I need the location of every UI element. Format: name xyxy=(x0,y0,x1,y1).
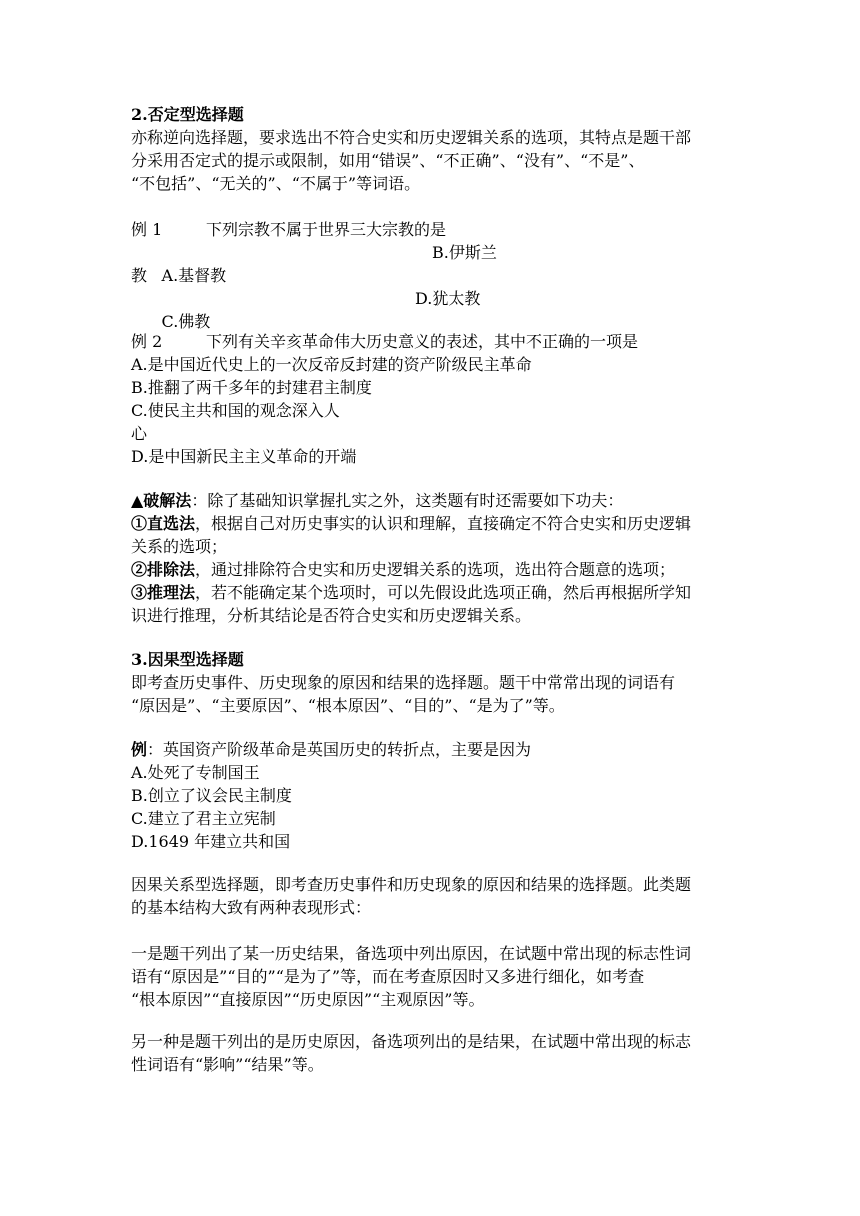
example-1-question xyxy=(131,218,731,241)
section-2-title: 2.否定型选择题 xyxy=(131,105,244,124)
section-3-desc-line: 即考查历史事件、历史现象的原因和结果的选择题。题干中常常出现的词语有 xyxy=(131,673,676,692)
section-3-title: 3.因果型选择题 xyxy=(131,650,244,669)
paragraph-form-one xyxy=(131,942,731,1011)
solving-tips xyxy=(131,489,731,627)
section-negative-type xyxy=(131,103,731,195)
example-1-option-b: B.伊斯兰 xyxy=(432,243,497,262)
example-1-option-c: C.佛教 xyxy=(161,312,211,331)
section-2-desc-line: “不包括”、“无关的”、“不属于”等词语。 xyxy=(131,174,421,193)
example-2-option-c-wrap: 心 xyxy=(131,424,148,443)
paragraph-line: 语有“原因是”“目的”“是为了”等，而在考查原因时又多进行细化，如考查 xyxy=(131,967,645,986)
method-2-name: ②排除法 xyxy=(131,560,196,579)
paragraph-line: 的基本结构大致有两种表现形式： xyxy=(131,898,372,917)
example-2-option-c: C.使民主共和国的观念深入人 xyxy=(131,401,340,420)
paragraph-line: “根本原因”“直接原因”“历史原因”“主观原因”等。 xyxy=(131,990,485,1009)
example-1-label: 例 1 xyxy=(131,220,163,239)
example-3-question xyxy=(131,738,731,761)
tips-intro-text: ：除了基础知识掌握扎实之外，这类题有时还需要如下功夫： xyxy=(191,491,624,510)
paragraph-line: 另一种是题干列出的是历史原因，备选项列出的是结果，在试题中常出现的标志 xyxy=(131,1032,692,1051)
option-row xyxy=(131,287,731,331)
example-3-label: 例 xyxy=(131,740,148,759)
example-2-label: 例 2 xyxy=(131,332,163,351)
section-3-desc-line: “原因是”、“主要原因”、“根本原因”、“目的”、“是为了”等。 xyxy=(131,696,565,715)
paragraph-line: 因果关系型选择题，即考查历史事件和历史现象的原因和结果的选择题。此类题 xyxy=(131,875,692,894)
example-1 xyxy=(131,218,731,331)
example-1-question-text: 下列宗教不属于世界三大宗教的是 xyxy=(206,220,447,239)
example-2-question-text: 下列有关辛亥革命伟大历史意义的表述，其中不正确的一项是 xyxy=(206,332,639,351)
example-3-option: C.建立了君主立宪制 xyxy=(131,809,276,828)
method-1-name: ①直选法 xyxy=(131,514,196,533)
example-2-option-d: D.是中国新民主主义革命的开端 xyxy=(131,447,357,466)
example-2 xyxy=(131,330,731,468)
paragraph-line: 性词语有“影响”“结果”等。 xyxy=(131,1055,324,1074)
example-3-option: A.处死了专制国王 xyxy=(131,763,260,782)
example-2-option-b: B.推翻了两千多年的封建君主制度 xyxy=(131,378,372,397)
paragraph-causal-intro xyxy=(131,873,731,919)
section-2-desc-line: 分采用否定式的提示或限制，如用“错误”、“不正确”、“没有”、“不是”、 xyxy=(131,151,645,170)
example-3 xyxy=(131,738,731,853)
option-row xyxy=(131,241,731,285)
example-2-question xyxy=(131,330,731,353)
example-1-option-a: A.基督教 xyxy=(161,266,227,285)
method-3-text: ，若不能确定某个选项时，可以先假设此选项正确，然后再根据所学知 xyxy=(195,583,692,602)
example-3-question-text: ：英国资产阶级革命是英国历史的转折点，主要是因为 xyxy=(147,740,532,759)
section-causal-type xyxy=(131,648,731,717)
tips-title: ▲破解法 xyxy=(131,491,192,510)
method-3 xyxy=(131,581,731,604)
method-3-name: ③推理法 xyxy=(131,583,196,602)
paragraph-form-two xyxy=(131,1030,731,1076)
method-2-text: ，通过排除符合史实和历史逻辑关系的选项，选出符合题意的选项； xyxy=(195,560,676,579)
example-3-option: B.创立了议会民主制度 xyxy=(131,786,292,805)
method-2 xyxy=(131,558,731,581)
tips-intro xyxy=(131,489,731,512)
example-1-option-b-wrap: 教 xyxy=(131,266,148,285)
example-3-option: D.1649 年建立共和国 xyxy=(131,832,291,851)
method-1 xyxy=(131,512,731,535)
example-1-option-d: D.犹太教 xyxy=(415,289,481,308)
example-2-option-a: A.是中国近代史上的一次反帝反封建的资产阶级民主革命 xyxy=(131,355,532,374)
paragraph-line: 一是题干列出了某一历史结果，备选项中列出原因，在试题中常出现的标志性词 xyxy=(131,944,692,963)
method-3-wrap: 识进行推理，分析其结论是否符合史实和历史逻辑关系。 xyxy=(131,606,532,625)
method-1-wrap: 关系的选项； xyxy=(131,537,228,556)
method-1-text: ，根据自己对历史事实的认识和理解，直接确定不符合史实和历史逻辑 xyxy=(195,514,692,533)
section-2-desc-line: 亦称逆向选择题，要求选出不符合史实和历史逻辑关系的选项，其特点是题干部 xyxy=(131,128,692,147)
